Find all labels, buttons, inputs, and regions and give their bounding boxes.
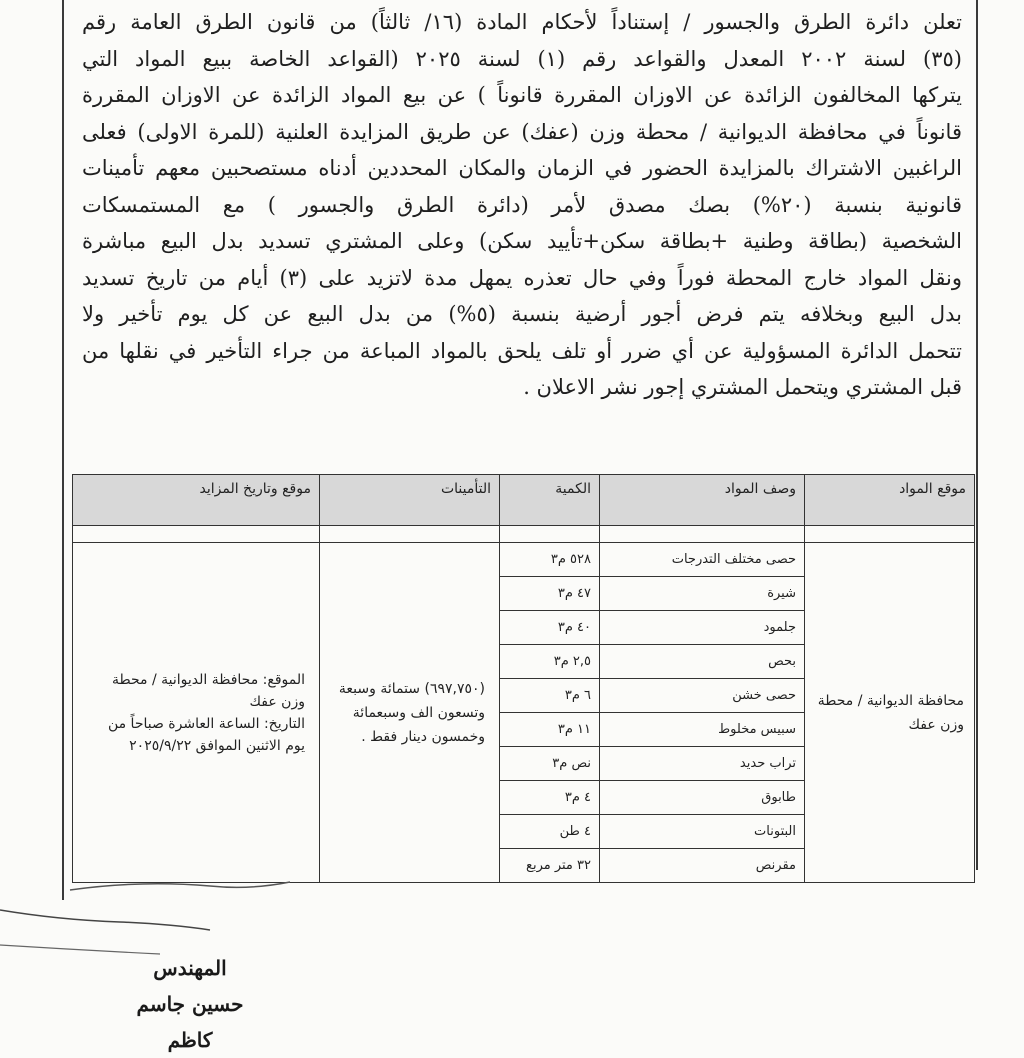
item-description: البتونات [600,815,805,849]
spacer-cell [320,526,500,543]
spacer-cell [500,526,600,543]
item-quantity: ٤ م٣ [500,781,600,815]
announcement-line: تعلن دائرة الطرق والجسور / إستناداً لأحكام المادة (١٦/ ثالثاً) من قانون الطرق العامة رقم [82,10,962,34]
item-quantity: ٣٢ متر مربع [500,849,600,883]
header-insurance: التأمينات [320,475,500,526]
item-quantity: ٥٢٨ م٣ [500,543,600,577]
item-quantity: نص م٣ [500,747,600,781]
item-description: شيرة [600,577,805,611]
item-quantity: ٤ طن [500,815,600,849]
item-quantity: ٢,٥ م٣ [500,645,600,679]
auction-cell [73,543,320,883]
header-quantity: الكمية [500,475,600,526]
table-spacer-row [73,526,975,543]
announcement-line: يتركها المخالفون الزائدة عن الاوزان المقررة قانوناً ) عن بيع المواد الزائدة عن الاوزان المقررة [82,83,962,107]
announcement-line: الشخصية (بطاقة وطنية +بطاقة سكن+تأييد سكن) وعلى المشتري تسديد بدل البيع مباشرة [82,229,962,253]
auction-location: الموقع: محافظة الديوانية / محطة وزن عفك [111,671,305,710]
item-quantity: ١١ م٣ [500,713,600,747]
item-description: حصى خشن [600,679,805,713]
item-description: بحص [600,645,805,679]
spacer-cell [600,526,805,543]
item-description: طابوق [600,781,805,815]
announcement-line: ونقل المواد خارج المحطة فوراً وفي حال تعذره يمهل مدة لاتزيد على (٣) أيام من تاريخ تسديد [82,265,962,290]
item-quantity: ٦ م٣ [500,679,600,713]
item-description: تراب حديد [600,747,805,781]
signature-name: حسين جاسم كاظم [136,992,244,1052]
announcement-body [82,4,962,406]
auction-date: التاريخ: الساعة العاشرة صباحاً من يوم الاثنين الموافق ٢٠٢٥/٩/٢٢ [107,715,305,754]
item-description: جلمود [600,611,805,645]
announcement-line: (٣٥) لسنة ٢٠٠٢ المعدل والقواعد رقم (١) لسنة ٢٠٢٥ (القواعد الخاصة ببيع المواد التي [82,46,962,71]
item-description: حصى مختلف التدرجات [600,543,805,577]
materials-table [72,474,975,883]
header-auction: موقع وتاريخ المزايد [73,475,320,526]
announcement-line: قانوناً في محافظة الديوانية / محطة وزن (عفك) عن طريق المزايدة العلنية (للمرة الاولى) فعلى [82,119,962,144]
announcement-line: بدل البيع وبخلافه يتم فرض أجور أرضية بنسبة (٥%) من بدل البيع عن كل يوم تأخير ولا [82,302,962,326]
item-quantity: ٤٧ م٣ [500,577,600,611]
header-site: موقع المواد [805,475,975,526]
handwritten-signature-scribble [0,850,300,960]
header-description: وصف المواد [600,475,805,526]
spacer-cell [805,526,975,543]
item-description: سبيس مخلوط [600,713,805,747]
item-description: مقرنص [600,849,805,883]
page-frame-left [62,0,64,900]
spacer-cell [73,526,320,543]
signature-block [120,950,260,1058]
table-row [73,543,975,577]
announcement-line: قبل المشتري ويتحمل المشتري إجور نشر الاعلان . [523,375,962,399]
page-frame-right [976,0,978,870]
signature-title: المهندس [153,956,227,980]
item-quantity: ٤٠ م٣ [500,611,600,645]
site-cell: محافظة الديوانية / محطة وزن عفك [805,543,975,883]
table-header-row [73,475,975,526]
announcement-line: قانونية بنسبة (٢٠%) بصك مصدق لأمر (دائرة الطرق والجسور ) مع المستمسكات [82,192,962,217]
insurance-cell: (٦٩٧,٧٥٠) ستمائة وسبعة وتسعون الف وسبعمائة وخمسون دينار فقط . [320,543,500,883]
announcement-line: تتحمل الدائرة المسؤولية عن أي ضرر أو تلف يلحق بالمواد المباعة من جراء التأخير في نقلها من [82,338,962,363]
announcement-line: الراغبين الاشتراك بالمزايدة الحضور في الزمان والمكان المحددين أدناه مستصحبين معهم تأمينات [82,156,962,180]
